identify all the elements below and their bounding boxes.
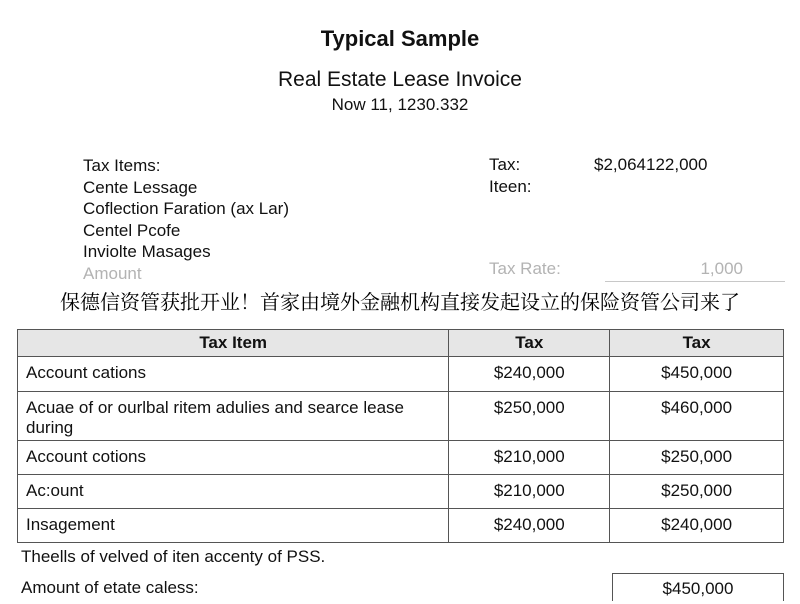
overlay-banner: 保德信资管获批开业！首家由境外金融机构直接发起设立的保险资管公司来了: [0, 285, 800, 319]
table-cell-item: Insagement: [18, 509, 449, 543]
summary-item: Centel Pcofe: [83, 220, 181, 240]
table-cell-tax: $460,000: [610, 392, 784, 441]
table-row: [18, 509, 784, 543]
column-header-tax: Tax: [449, 330, 610, 357]
summary-item: Cente Lessage: [83, 177, 198, 197]
table-cell-tax: $240,000: [610, 509, 784, 543]
table-cell-item: Acuae of or ourlbal ritem adulies and searce lease during: [18, 392, 449, 441]
column-header-tax: Tax: [610, 330, 784, 357]
tax-rate-underline: [605, 281, 785, 282]
tax-rate-label: Tax Rate:: [489, 259, 561, 278]
item-label: Iteen:: [489, 177, 532, 196]
summary-item: Coflection Faration (ax Lar): [83, 199, 289, 218]
tax-rate-value: 1,000: [700, 259, 743, 278]
tax-items-table: [17, 329, 784, 543]
summary-item-amount: Amount: [83, 263, 142, 283]
tax-value: $2,064122,000: [594, 155, 708, 174]
table-cell-tax: $450,000: [610, 357, 784, 392]
summary-item: Tax Items:: [83, 156, 161, 175]
table-row: [18, 357, 784, 392]
column-header-tax-item: Tax Item: [18, 330, 449, 357]
table-cell-item: Account cotions: [18, 441, 449, 475]
table-cell-item: Account cations: [18, 357, 449, 392]
table-cell-tax: $210,000: [449, 441, 610, 475]
table-cell-tax: $250,000: [610, 475, 784, 509]
amount-label: Amount of etate caless:: [21, 578, 199, 597]
table-cell-tax: $240,000: [449, 357, 610, 392]
document-date: Now 11, 1230.332: [331, 95, 469, 114]
tax-label: Tax:: [489, 155, 521, 174]
table-row: [18, 475, 784, 509]
table-row: [18, 441, 784, 475]
table-row: [18, 392, 784, 441]
table-cell-item: Ac:ount: [18, 475, 449, 509]
footnote-text: Theells of velved of iten accenty of PSS.: [21, 547, 326, 566]
table-cell-tax: $250,000: [610, 441, 784, 475]
summary-item: Inviolte Masages: [83, 242, 211, 261]
table-cell-tax: $240,000: [449, 509, 610, 543]
summary-item-list: [83, 155, 289, 284]
table-cell-tax: $250,000: [449, 392, 610, 441]
document-subtitle: Real Estate Lease Invoice: [278, 68, 522, 91]
table-cell-tax: $210,000: [449, 475, 610, 509]
document-title: Typical Sample: [320, 26, 480, 51]
amount-value-box: $450,000: [612, 573, 784, 601]
table-header-row: [18, 330, 784, 357]
